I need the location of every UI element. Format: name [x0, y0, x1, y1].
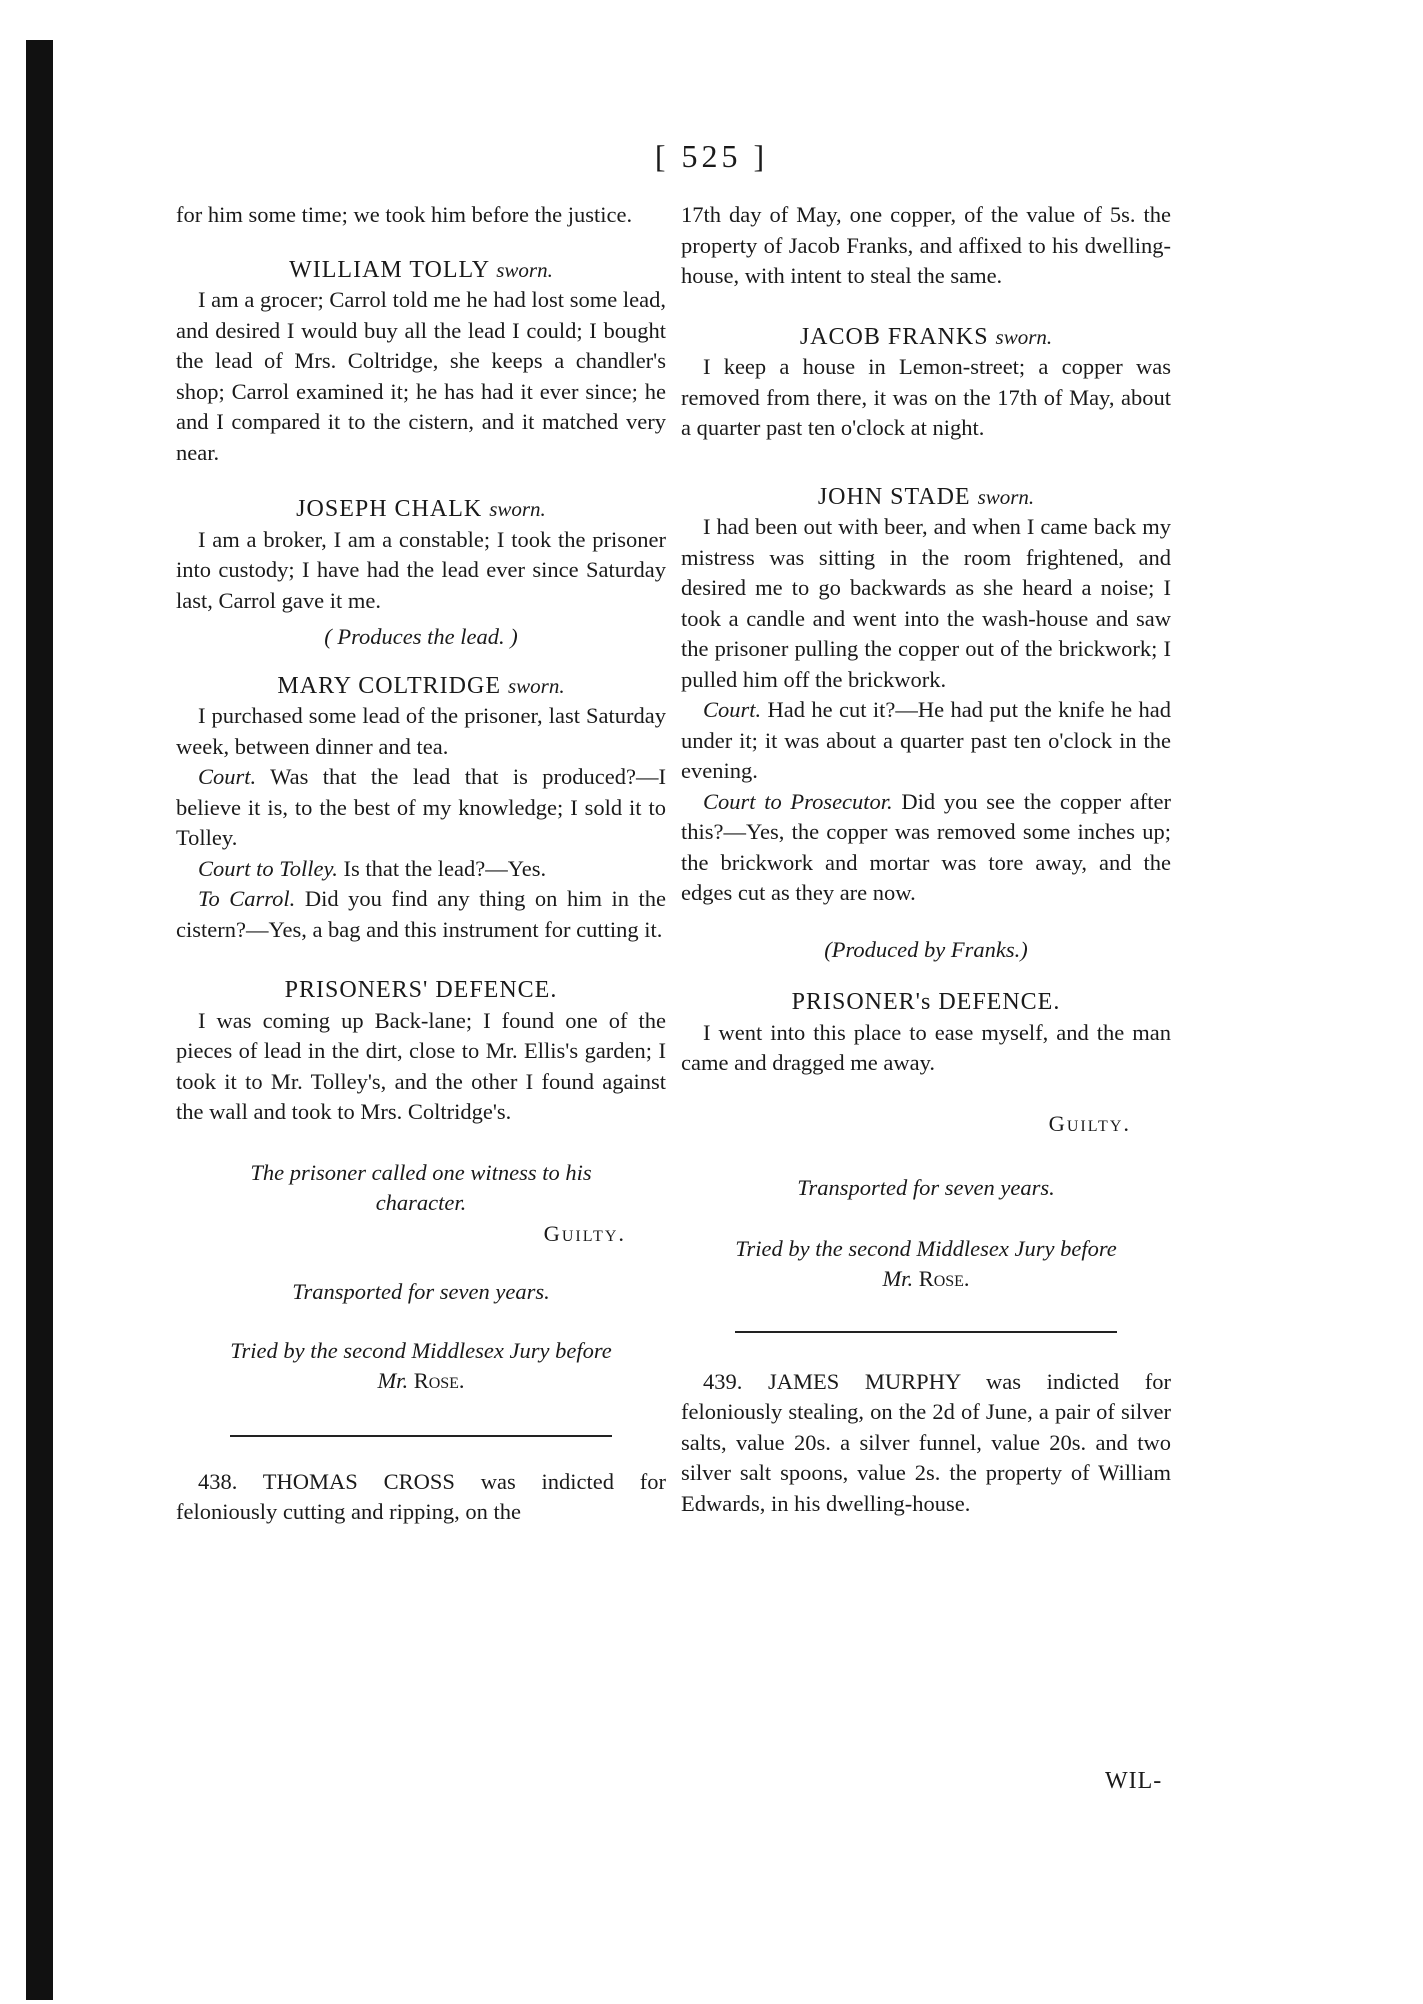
case-entry: 438. THOMAS CROSS was indicted for feloniously cutting and ripping, on the	[176, 1468, 667, 1524]
left-column	[176, 200, 666, 1528]
examination: To Carrol. Did you find any thing on him in the cistern?—Yes, a bag and this instrument for cutting it.	[176, 886, 667, 942]
jury-note: Tried by the second Middlesex Jury before	[735, 1235, 1117, 1261]
testimony: I am a broker, I am a constable; I took the prisoner into custody; I have had the lead ever since Saturday last, Carrol gave it me.	[176, 526, 666, 613]
sentence: Transported for seven years.	[797, 1175, 1055, 1200]
jury-note: Tried by the second Middlesex Jury before	[230, 1337, 612, 1363]
defence-heading: PRISONER's DEFENCE.	[791, 989, 1061, 1015]
testimony: I am a grocer; Carrol told me he had lost some lead, and desired I would buy all the lead I could; I bought the lead of Mrs. Coltridge, she keeps a chandler's shop; Carrol examined it; he has had it ever since; he and I compared it to the cistern, and it matched very near.	[176, 287, 666, 465]
case-entry: 439. JAMES MURPHY was indicted for feloniously stealing, on the 2d of June, a pair of silver salts, value 20s. a silver funnel, value 20s. and two silver salt spoons, value 2s. the property of William Edwards, in his dwelling-house.	[681, 1368, 1171, 1516]
jury-judge: Mr. Rose.	[377, 1368, 465, 1393]
stage-note: ( Produces the lead. )	[324, 624, 518, 649]
catchword: WIL-	[1105, 1768, 1163, 1794]
testimony: I had been out with beer, and when I came back my mistress was sitting in the room frightened, and desired me to go backwards as she heard a noise; I took a candle and went into the wash-house and saw the prisoner pulling the copper out of the brickwork; I pulled him off the brickwork.	[681, 514, 1171, 692]
verdict: Guilty.	[1048, 1110, 1131, 1136]
witness-heading: JOSEPH CHALK sworn.	[296, 496, 546, 522]
jury-judge: Mr. Rose.	[882, 1266, 970, 1291]
examination: Court to Tolley. Is that the lead?—Yes.	[198, 855, 547, 881]
defence-text: I went into this place to ease myself, and the man came and dragged me away.	[681, 1019, 1171, 1075]
witness-heading: WILLIAM TOLLY sworn.	[289, 256, 553, 283]
testimony: I keep a house in Lemon-street; a copper was removed from there, it was on the 17th of May, about a quarter past ten o'clock at night.	[681, 354, 1171, 440]
paragraph: 17th day of May, one copper, of the value of 5s. the property of Jacob Franks, and affixed to his dwelling-house, with intent to steal the same.	[681, 202, 1171, 288]
witness-heading: JOHN STADE sworn.	[817, 483, 1035, 510]
verdict: Guilty.	[543, 1220, 626, 1246]
witness-heading: MARY COLTRIDGE sworn.	[277, 672, 565, 699]
defence-heading: PRISONERS' DEFENCE.	[284, 977, 558, 1003]
paragraph: for him some time; we took him before the justice.	[176, 202, 633, 227]
witness-heading: JACOB FRANKS sworn.	[799, 323, 1053, 350]
examination: Court. Had he cut it?—He had put the knife he had under it; it was about a quarter past ten o'clock in the evening.	[681, 697, 1171, 783]
sentence: Transported for seven years.	[292, 1279, 550, 1304]
stage-note: (Produced by Franks.)	[824, 936, 1028, 962]
examination: Court. Was that the lead that is produced?—I believe it is, to the best of my knowledge; I sold it to Tolley.	[176, 764, 666, 850]
defence-text: I was coming up Back-lane; I found one of the pieces of lead in the dirt, close to Mr. Ellis's garden; I took it to Mr. Tolley's, and the other I found against the wall and took to Mrs. Coltridge's.	[176, 1007, 666, 1124]
witness-note: The prisoner called one witness to his character.	[250, 1159, 592, 1215]
binding-shadow	[26, 40, 53, 2000]
examination: Court to Prosecutor. Did you see the copper after this?—Yes, the copper was removed some inches up; the brickwork and mortar was tore away, and the edges cut as they are now.	[681, 788, 1171, 905]
testimony: I purchased some lead of the prisoner, last Saturday week, between dinner and tea.	[176, 703, 666, 759]
page-number: [ 525 ]	[654, 138, 769, 174]
right-column	[681, 200, 1171, 1519]
